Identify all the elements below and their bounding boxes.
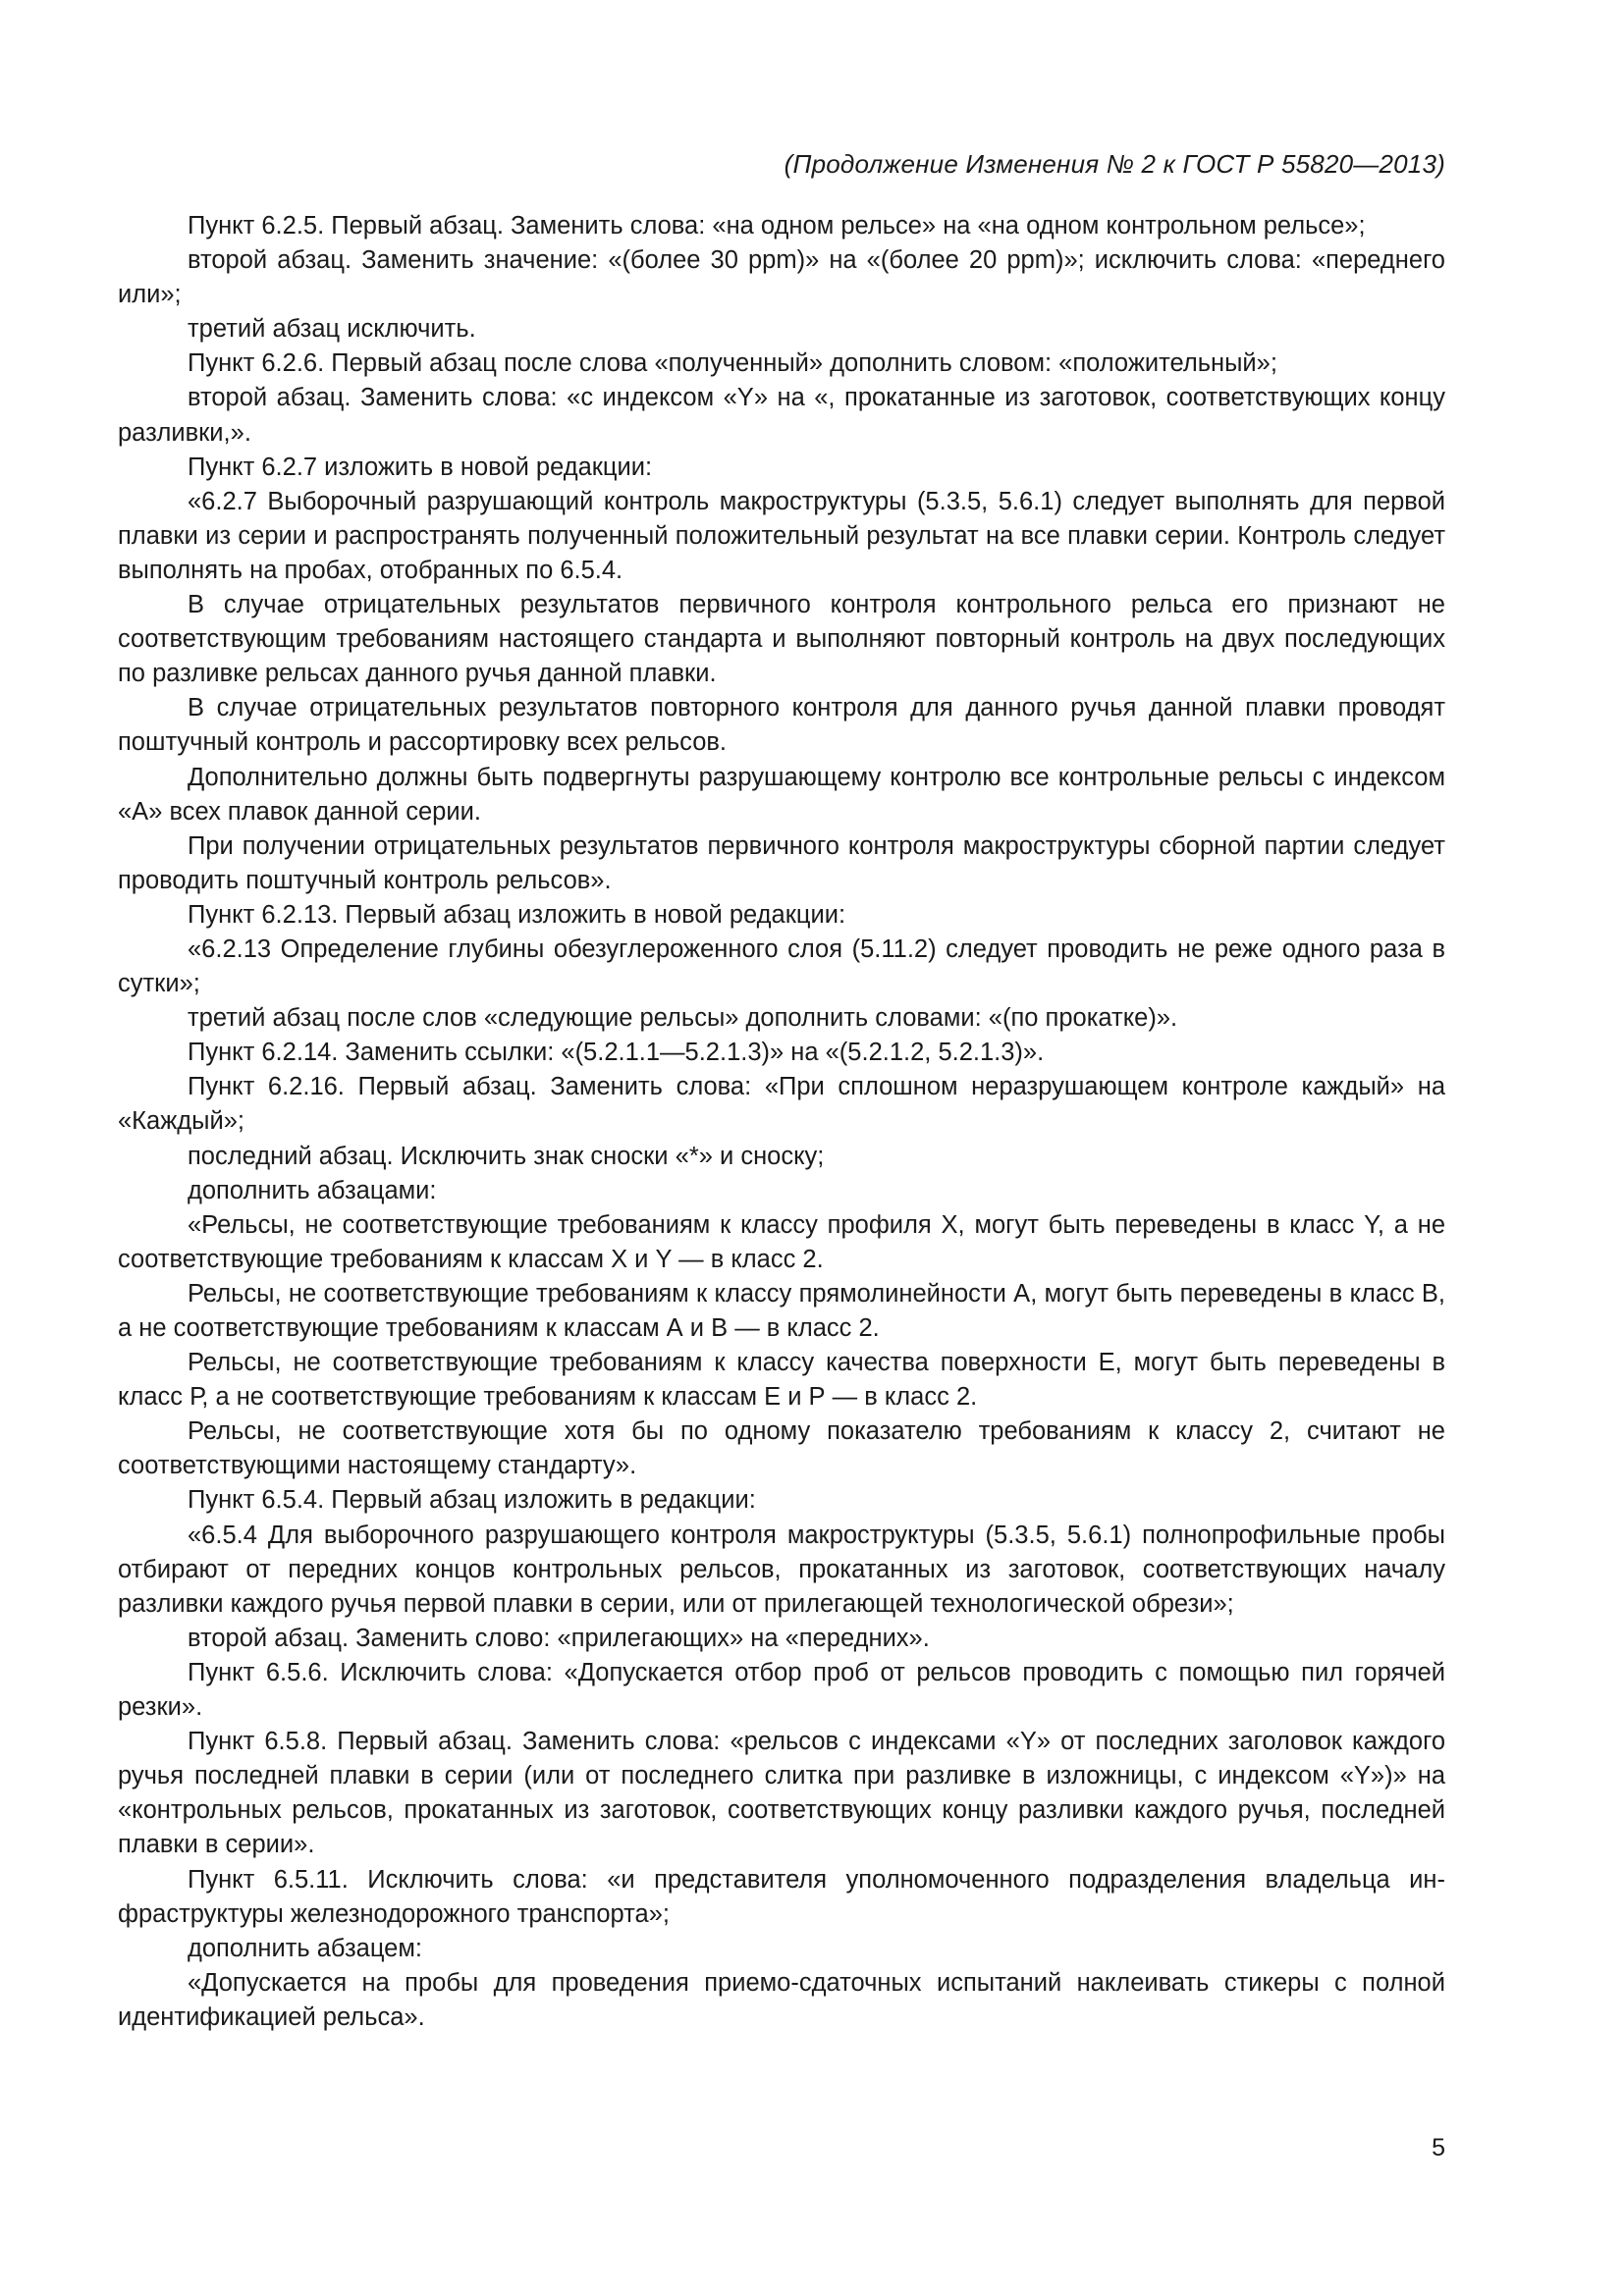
paragraph: В случае отрицательных результатов первичного контроля контрольного рельса его признают не соответствующим требованиям настоящего стандарта и выполняют повторный контроль на двух последующих по разливке рельсах данного ручья данной плавки. (118, 591, 1445, 688)
paragraph: Пункт 6.2.5. Первый абзац. Заменить слова: «на одном рельсе» на «на одном контрольном рельсе»; (188, 212, 1366, 240)
paragraph: Пункт 6.2.6. Первый абзац после слова «полученный» дополнить словом: «положительный»; (188, 349, 1277, 378)
paragraph: дополнить абзацами: (188, 1176, 437, 1204)
paragraph: Пункт 6.2.16. Первый абзац. Заменить слова: «При сплошном неразрушающем контроле каждый» на «Каждый»; (118, 1073, 1445, 1136)
paragraph: «6.2.7 Выборочный разрушающий контроль макроструктуры (5.3.5, 5.6.1) следует выполнять для первой плавки из серии и распространять полученный положительный результат на все плавки серии. Контроль следует выполнять на пробах, отобранных по 6.5.4. (118, 487, 1445, 584)
paragraph: Рельсы, не соответствующие требованиям к классу прямолинейности А, могут быть переведены в класс В, а не соответствующие требованиям к классам А и В — в класс 2. (118, 1279, 1445, 1342)
paragraph: Пункт 6.5.11. Исключить слова: «и представителя уполномоченного подразделения владельца инфраструктуры железнодорожного транспорта»; (118, 1865, 1445, 1928)
paragraph: последний абзац. Исключить знак сноски «*» и сноску; (188, 1142, 825, 1170)
paragraph: «Допускается на пробы для проведения приемо-сдаточных испытаний наклеивать стикеры с полной идентификацией рельса». (118, 1968, 1445, 2031)
paragraph: «6.5.4 Для выборочного разрушающего контроля макроструктуры (5.3.5, 5.6.1) полнопрофильные пробы отбирают от передних концов контрольных рельсов, прокатанных из заготовок, соответствующих началу разливки каждого ручья первой плавки в серии, или от прилегающей технологической обрези»; (118, 1521, 1445, 1618)
paragraph: дополнить абзацем: (188, 1934, 422, 1962)
paragraph: Рельсы, не соответствующие требованиям к классу качества поверхности Е, могут быть переведены в класс Р, а не соответствующие требованиям к классам Е и Р — в класс 2. (118, 1349, 1445, 1412)
paragraph: Пункт 6.2.13. Первый абзац изложить в новой редакции: (188, 900, 846, 929)
paragraph: Пункт 6.2.14. Заменить ссылки: «(5.2.1.1—5.2.1.3)» на «(5.2.1.2, 5.2.1.3)». (188, 1039, 1045, 1067)
paragraph: третий абзац исключить. (188, 315, 476, 344)
document-body (118, 209, 1445, 2035)
paragraph: Пункт 6.5.4. Первый абзац изложить в редакции: (188, 1486, 756, 1515)
paragraph: Пункт 6.2.7 изложить в новой редакции: (188, 453, 653, 481)
paragraph: «Рельсы, не соответствующие требованиям к классу профиля X, могут быть переведены в класс Y, а не соответствующие требованиям к классам X и Y — в класс 2. (118, 1210, 1445, 1273)
paragraph: Пункт 6.5.6. Исключить слова: «Допускается отбор проб от рельсов проводить с помощью пил горячей резки». (118, 1658, 1445, 1722)
paragraph: При получении отрицательных результатов первичного контроля макроструктуры сборной партии следует проводить поштучный контроль рельсов». (118, 831, 1445, 894)
paragraph: третий абзац после слов «следующие рельсы» дополнить словами: «(по прокатке)». (188, 1004, 1178, 1033)
paragraph: В случае отрицательных результатов повторного контроля для данного ручья данной плавки проводят поштучный контроль и рассортировку всех рельсов. (118, 694, 1445, 757)
paragraph: Дополнительно должны быть подвергнуты разрушающему контролю все контрольные рельсы с индексом «А» всех плавок данной серии. (118, 763, 1445, 826)
paragraph: «6.2.13 Определение глубины обезуглероженного слоя (5.11.2) следует проводить не реже одного раза в сутки»; (118, 934, 1445, 998)
page-number: 5 (1432, 2134, 1445, 2162)
paragraph: Пункт 6.5.8. Первый абзац. Заменить слова: «рельсов с индексами «Y» от последних заголовок каждого ручья последней плавки в серии (или от последнего слитка при разливке в изложницы, с индексом «Y»)» на «контрольных рельсов, прокатанных из заготовок, соответствующих концу разливки каждого ручья, последней плавки в серии». (118, 1728, 1445, 1859)
paragraph: второй абзац. Заменить слово: «прилегающих» на «передних». (188, 1624, 930, 1652)
paragraph: Рельсы, не соответствующие хотя бы по одному показателю требованиям к классу 2, считают не соответствующими настоящему стандарту». (118, 1417, 1445, 1480)
paragraph: второй абзац. Заменить слова: «с индексом «Y» на «, прокатанные из заготовок, соответствующих концу разливки,». (118, 384, 1445, 447)
paragraph: второй абзац. Заменить значение: «(более 30 ppm)» на «(более 20 ppm)»; исключить слова: «переднего или»; (118, 246, 1445, 309)
running-header: (Продолжение Изменения № 2 к ГОСТ Р 55820—2013) (784, 149, 1445, 179)
